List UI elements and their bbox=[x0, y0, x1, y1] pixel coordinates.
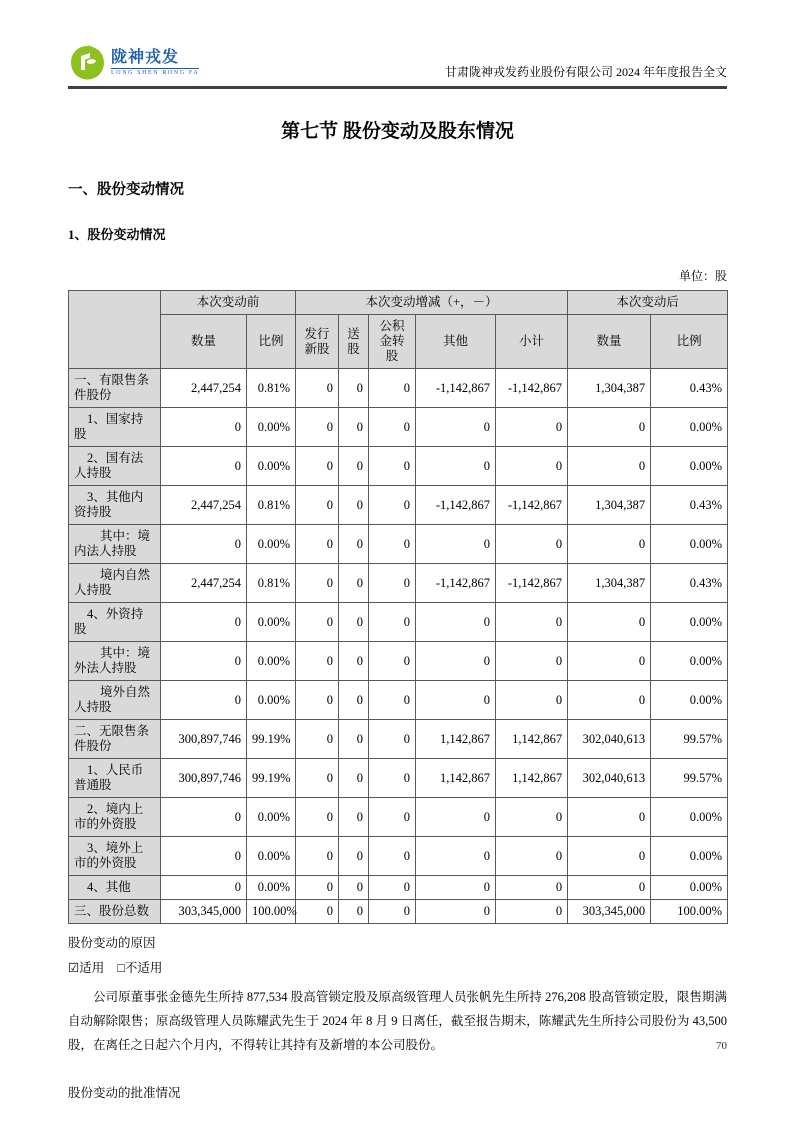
cell-value: 0 bbox=[369, 564, 416, 603]
cell-value: 1,304,387 bbox=[568, 486, 651, 525]
cell-value: 303,345,000 bbox=[568, 900, 651, 924]
row-label: 三、股份总数 bbox=[69, 900, 161, 924]
table-subheader-row bbox=[69, 315, 728, 369]
cell-value: 0 bbox=[568, 525, 651, 564]
row-label: 4、外资持股 bbox=[69, 603, 161, 642]
table-row bbox=[69, 564, 728, 603]
cell-value: 0.00% bbox=[247, 837, 296, 876]
table-row bbox=[69, 759, 728, 798]
cell-value: 0 bbox=[496, 603, 568, 642]
cell-value: 0 bbox=[369, 837, 416, 876]
cell-value: 0 bbox=[416, 798, 496, 837]
subsection-heading: 1、股份变动情况 bbox=[68, 227, 166, 242]
cell-value: 0 bbox=[369, 876, 416, 900]
cell-value: 1,304,387 bbox=[568, 369, 651, 408]
cell-value: 0.00% bbox=[651, 876, 728, 900]
cell-value: 0 bbox=[568, 681, 651, 720]
cell-value: 0 bbox=[568, 876, 651, 900]
cell-value: 0 bbox=[296, 486, 339, 525]
cell-value: 2,447,254 bbox=[161, 369, 247, 408]
report-title-header: 甘肃陇神戎发药业股份有限公司 2024 年年度报告全文 bbox=[444, 65, 727, 79]
cell-value: 0 bbox=[296, 564, 339, 603]
group-header-change: 本次变动增减（+，－） bbox=[296, 291, 568, 315]
cell-value: 0 bbox=[339, 837, 369, 876]
cell-value: 0 bbox=[339, 798, 369, 837]
reason-heading: 股份变动的原因 bbox=[68, 936, 156, 950]
cell-value: 0 bbox=[416, 642, 496, 681]
cell-value: 0 bbox=[161, 798, 247, 837]
cell-value: 0 bbox=[296, 642, 339, 681]
cell-value: 0 bbox=[339, 900, 369, 924]
cell-value: 302,040,613 bbox=[568, 720, 651, 759]
page-number: 70 bbox=[716, 1040, 727, 1052]
cell-value: -1,142,867 bbox=[496, 369, 568, 408]
cell-value: 0 bbox=[568, 447, 651, 486]
cell-value: 1,304,387 bbox=[568, 564, 651, 603]
row-label: 一、有限售条件股份 bbox=[69, 369, 161, 408]
cell-value: 0.00% bbox=[247, 681, 296, 720]
reason-paragraph: 公司原董事张金德先生所持 877,534 股高管锁定股及原高级管理人员张帆先生所持 276,208 股高管锁定股，限售期满自动解除限售；原高级管理人员陈耀武先生于 2024 年 8 月 9 日离任，截至报告期末，陈耀武先生所持公司股份为 43,500 股，在离任之日起六个月内，不得转让其持有及新增的本公司股份。 bbox=[68, 990, 727, 1052]
cell-value: 302,040,613 bbox=[568, 759, 651, 798]
table-row bbox=[69, 876, 728, 900]
share-change-table bbox=[68, 290, 728, 924]
table-row bbox=[69, 900, 728, 924]
table-row bbox=[69, 642, 728, 681]
cell-value: 0 bbox=[496, 876, 568, 900]
row-label: 1、国家持股 bbox=[69, 408, 161, 447]
cell-value: 0.00% bbox=[247, 603, 296, 642]
cell-value: 1,142,867 bbox=[496, 720, 568, 759]
row-label: 3、境外上市的外资股 bbox=[69, 837, 161, 876]
row-label: 2、境内上市的外资股 bbox=[69, 798, 161, 837]
cell-value: 0.00% bbox=[247, 525, 296, 564]
cell-value: 0 bbox=[339, 759, 369, 798]
row-label: 二、无限售条件股份 bbox=[69, 720, 161, 759]
brand-text bbox=[111, 50, 199, 76]
chapter-title: 第七节 股份变动及股东情况 bbox=[281, 121, 514, 142]
table-row bbox=[69, 681, 728, 720]
page-header bbox=[68, 0, 727, 82]
cell-value: 0 bbox=[369, 720, 416, 759]
cell-value: 0 bbox=[369, 798, 416, 837]
cell-value: 0 bbox=[339, 486, 369, 525]
cell-value: 0 bbox=[339, 876, 369, 900]
cell-value: 0 bbox=[369, 525, 416, 564]
cell-value: 100.00% bbox=[247, 900, 296, 924]
cell-value: 0 bbox=[369, 408, 416, 447]
cell-value: 0 bbox=[339, 408, 369, 447]
cell-value: 0 bbox=[416, 681, 496, 720]
cell-value: 0.81% bbox=[247, 486, 296, 525]
row-label: 3、其他内资持股 bbox=[69, 486, 161, 525]
cell-value: 0.00% bbox=[651, 525, 728, 564]
cell-value: 0 bbox=[369, 759, 416, 798]
cell-value: 2,447,254 bbox=[161, 486, 247, 525]
cell-value: 0 bbox=[161, 837, 247, 876]
cell-value: 0 bbox=[568, 642, 651, 681]
table-row bbox=[69, 369, 728, 408]
cell-value: 0 bbox=[416, 900, 496, 924]
cell-value: 0 bbox=[496, 837, 568, 876]
cell-value: 0 bbox=[496, 408, 568, 447]
column-header: 数量 bbox=[161, 315, 247, 369]
table-row bbox=[69, 408, 728, 447]
cell-value: 0 bbox=[369, 642, 416, 681]
cell-value: 0 bbox=[369, 681, 416, 720]
row-label: 4、其他 bbox=[69, 876, 161, 900]
row-label: 2、国有法人持股 bbox=[69, 447, 161, 486]
cell-value: 100.00% bbox=[651, 900, 728, 924]
cell-value: 0.00% bbox=[651, 837, 728, 876]
unit-label: 单位：股 bbox=[678, 269, 727, 283]
cell-value: 0 bbox=[296, 876, 339, 900]
cell-value: 0 bbox=[416, 603, 496, 642]
section-heading: 一、股份变动情况 bbox=[68, 182, 184, 198]
cell-value: 0 bbox=[369, 486, 416, 525]
cell-value: 0 bbox=[339, 681, 369, 720]
cell-value: 0.00% bbox=[247, 798, 296, 837]
table-body bbox=[69, 369, 728, 924]
cell-value: 0 bbox=[339, 447, 369, 486]
cell-value: 1,142,867 bbox=[416, 759, 496, 798]
column-header: 发行新股 bbox=[296, 315, 339, 369]
cell-value: 303,345,000 bbox=[161, 900, 247, 924]
cell-value: 0 bbox=[496, 525, 568, 564]
cell-value: 0 bbox=[339, 642, 369, 681]
cell-value: 0 bbox=[416, 837, 496, 876]
cell-value: 0 bbox=[296, 900, 339, 924]
cell-value: 0 bbox=[161, 447, 247, 486]
cell-value: 0 bbox=[568, 408, 651, 447]
applicability-line bbox=[68, 958, 727, 976]
column-header: 数量 bbox=[568, 315, 651, 369]
header-divider bbox=[68, 86, 727, 89]
cell-value: 0 bbox=[296, 525, 339, 564]
cell-value: 0 bbox=[296, 837, 339, 876]
cell-value: 0.00% bbox=[651, 603, 728, 642]
table-group-header-row bbox=[69, 291, 728, 315]
cell-value: 0 bbox=[161, 642, 247, 681]
table-row bbox=[69, 837, 728, 876]
cell-value: -1,142,867 bbox=[496, 564, 568, 603]
cell-value: 0.43% bbox=[651, 369, 728, 408]
cell-value: 0.00% bbox=[651, 681, 728, 720]
cell-value: 0 bbox=[416, 447, 496, 486]
column-header: 其他 bbox=[416, 315, 496, 369]
cell-value: 0 bbox=[369, 900, 416, 924]
cell-value: -1,142,867 bbox=[416, 369, 496, 408]
checkbox-applicable-checked: ☑适用 bbox=[68, 961, 105, 975]
cell-value: -1,142,867 bbox=[496, 486, 568, 525]
cell-value: 0 bbox=[296, 603, 339, 642]
row-label: 1、人民币普通股 bbox=[69, 759, 161, 798]
cell-value: 0 bbox=[339, 525, 369, 564]
cell-value: 0.00% bbox=[651, 798, 728, 837]
cell-value: 0 bbox=[296, 681, 339, 720]
cell-value: -1,142,867 bbox=[416, 564, 496, 603]
cell-value: 0 bbox=[296, 369, 339, 408]
cell-value: 0 bbox=[339, 564, 369, 603]
row-label: 境内自然人持股 bbox=[69, 564, 161, 603]
cell-value: 0 bbox=[496, 447, 568, 486]
cell-value: 300,897,746 bbox=[161, 720, 247, 759]
cell-value: 0 bbox=[568, 798, 651, 837]
cell-value: 0 bbox=[296, 408, 339, 447]
cell-value: 0.43% bbox=[651, 564, 728, 603]
cell-value: 0.00% bbox=[247, 447, 296, 486]
corner-cell bbox=[69, 291, 161, 369]
column-header: 送股 bbox=[339, 315, 369, 369]
row-label: 其中：境外法人持股 bbox=[69, 642, 161, 681]
approval-heading: 股份变动的批准情况 bbox=[68, 1086, 181, 1100]
cell-value: 0 bbox=[296, 447, 339, 486]
cell-value: 0 bbox=[416, 876, 496, 900]
cell-value: 0 bbox=[339, 603, 369, 642]
cell-value: 0 bbox=[369, 447, 416, 486]
row-label: 其中：境内法人持股 bbox=[69, 525, 161, 564]
cell-value: 0.00% bbox=[651, 642, 728, 681]
cell-value: 0 bbox=[161, 876, 247, 900]
brand-name-en: LONG SHEN RONG FA bbox=[111, 70, 200, 76]
group-header-before: 本次变动前 bbox=[161, 291, 296, 315]
cell-value: 0 bbox=[568, 837, 651, 876]
cell-value: 99.19% bbox=[247, 759, 296, 798]
cell-value: 0.00% bbox=[247, 876, 296, 900]
cell-value: 0 bbox=[416, 525, 496, 564]
cell-value: 0 bbox=[496, 681, 568, 720]
cell-value: 0 bbox=[161, 681, 247, 720]
cell-value: 0 bbox=[161, 408, 247, 447]
company-logo bbox=[68, 44, 199, 82]
cell-value: 0.43% bbox=[651, 486, 728, 525]
column-header: 小计 bbox=[496, 315, 568, 369]
cell-value: 0.00% bbox=[651, 408, 728, 447]
table-row bbox=[69, 447, 728, 486]
cell-value: 0.81% bbox=[247, 564, 296, 603]
column-header: 公积金转股 bbox=[369, 315, 416, 369]
cell-value: 0 bbox=[496, 900, 568, 924]
cell-value: 0 bbox=[568, 603, 651, 642]
cell-value: 0 bbox=[496, 642, 568, 681]
cell-value: 99.19% bbox=[247, 720, 296, 759]
cell-value: 0 bbox=[296, 798, 339, 837]
cell-value: 0 bbox=[296, 720, 339, 759]
table-row bbox=[69, 798, 728, 837]
cell-value: 0 bbox=[296, 759, 339, 798]
checkbox-not-applicable: □不适用 bbox=[117, 961, 163, 975]
cell-value: 0.00% bbox=[247, 408, 296, 447]
cell-value: 0 bbox=[161, 603, 247, 642]
cell-value: 0 bbox=[339, 720, 369, 759]
cell-value: 2,447,254 bbox=[161, 564, 247, 603]
group-header-after: 本次变动后 bbox=[568, 291, 728, 315]
cell-value: 300,897,746 bbox=[161, 759, 247, 798]
column-header: 比例 bbox=[247, 315, 296, 369]
cell-value: 0 bbox=[496, 798, 568, 837]
column-header: 比例 bbox=[651, 315, 728, 369]
cell-value: 1,142,867 bbox=[496, 759, 568, 798]
cell-value: 0 bbox=[161, 525, 247, 564]
cell-value: 0.00% bbox=[247, 642, 296, 681]
cell-value: 0.00% bbox=[651, 447, 728, 486]
table-row bbox=[69, 720, 728, 759]
table-row bbox=[69, 603, 728, 642]
cell-value: 0 bbox=[369, 369, 416, 408]
table-row bbox=[69, 486, 728, 525]
brand-name-cn: 陇神戎发 bbox=[111, 49, 180, 66]
cell-value: 0.81% bbox=[247, 369, 296, 408]
cell-value: -1,142,867 bbox=[416, 486, 496, 525]
cell-value: 99.57% bbox=[651, 720, 728, 759]
cell-value: 0 bbox=[416, 408, 496, 447]
row-label: 境外自然人持股 bbox=[69, 681, 161, 720]
cell-value: 1,142,867 bbox=[416, 720, 496, 759]
table-row bbox=[69, 525, 728, 564]
cell-value: 99.57% bbox=[651, 759, 728, 798]
cell-value: 0 bbox=[369, 603, 416, 642]
cell-value: 0 bbox=[339, 369, 369, 408]
logo-leaf-icon bbox=[68, 44, 106, 82]
